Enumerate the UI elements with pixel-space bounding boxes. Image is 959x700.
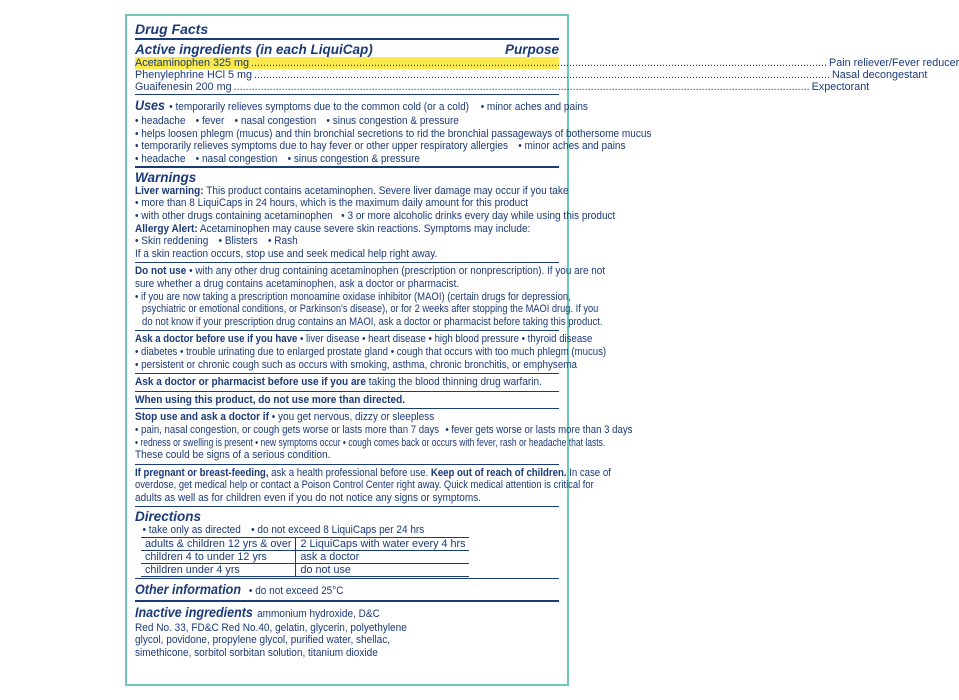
do-not-use-text: do not know if your prescription drug contains an MAOI, ask a doctor or pharmacist before taking this product. <box>142 315 603 328</box>
liver-item: • 3 or more alcoholic drinks every day while using this product <box>341 210 615 222</box>
drug-facts-title: Drug Facts <box>135 21 209 37</box>
stop-item: • fever gets worse or lasts more than 3 days <box>445 424 632 436</box>
directions-item: • do not exceed 8 LiquiCaps per 24 hrs <box>251 524 424 536</box>
ingredient-purpose: Pain reliever/Fever reducer <box>829 56 959 69</box>
uses-item: • helps loosen phlegm (mucus) and thin bronchial secretions to rid the bronchial passageways of bothersome mucus <box>135 128 651 140</box>
overdose-text: adults as well as for children even if you do not notice any signs or symptoms. <box>135 491 482 504</box>
uses-heading: Uses <box>135 98 166 113</box>
leader-dots <box>254 69 830 81</box>
divider <box>135 38 559 40</box>
when-using-label: When using this product, do not use more than directed. <box>135 393 406 406</box>
active-ingredients-list <box>135 56 959 93</box>
stop-item: • cough comes back or occurs with fever, rash or headache that lasts. <box>343 437 605 449</box>
directions-section <box>135 509 559 577</box>
uses-item: • minor aches and pains <box>481 101 588 113</box>
divider <box>135 330 559 331</box>
stop-end-text: These could be signs of a serious condition. <box>135 449 331 462</box>
ask-pharmacist-label: Ask a doctor or pharmacist before use if you are <box>135 376 367 389</box>
do-not-use-label: Do not use <box>135 265 187 278</box>
inactive-text: Red No. 33, FD&C Red No.40, gelatin, glycerin, polyethylene <box>135 621 407 634</box>
other-info-item: • do not exceed 25°C <box>249 585 344 597</box>
active-ingredient-row <box>135 68 928 81</box>
divider <box>135 408 559 409</box>
inactive-text: simethicone, sorbitol sorbitan solution, titanium dioxide <box>135 646 378 659</box>
allergy-item: • Blisters <box>219 235 258 247</box>
allergy-item: • Skin reddening <box>135 235 208 247</box>
leader-dots <box>251 57 827 69</box>
stop-item: • redness or swelling is present <box>135 437 253 449</box>
keep-out-label: Keep out of reach of children. <box>430 466 567 479</box>
dose-cell: 2 LiquiCaps with water every 4 hrs <box>296 537 470 550</box>
directions-row <box>141 537 469 550</box>
ask-item: • diabetes <box>135 346 177 358</box>
ask-item: • trouble urinating due to enlarged prostate gland <box>180 346 388 358</box>
active-ingredient-row <box>135 56 959 69</box>
allergy-alert-label: Allergy Alert: <box>135 222 198 235</box>
do-not-use-item: • if you are now taking a prescription monoamine oxidase inhibitor (MAOI) (certain drugs for depression, <box>135 291 571 303</box>
active-ingredient-row <box>135 80 870 93</box>
leader-dots <box>234 81 810 93</box>
uses-item: • minor aches and pains <box>518 140 625 152</box>
keep-out-text: In case of <box>569 466 611 479</box>
ingredient-name: Guaifenesin 200 mg <box>135 80 232 93</box>
ask-item: • cough that occurs with too much phlegm (mucus) <box>391 346 606 358</box>
liver-warning-label: Liver warning: <box>135 184 204 197</box>
ingredient-name: Acetaminophen 325 mg <box>135 56 250 69</box>
liver-item: • with other drugs containing acetaminophen <box>135 210 333 222</box>
stop-item: • you get nervous, dizzy or sleepless <box>272 411 435 423</box>
directions-item: • take only as directed <box>142 524 240 536</box>
directions-heading: Directions <box>135 509 202 525</box>
stop-item: • new symptoms occur <box>255 437 340 449</box>
warnings-heading: Warnings <box>135 169 197 185</box>
pregnant-label: If pregnant or breast-feeding, <box>135 466 269 479</box>
uses-section <box>135 97 652 165</box>
directions-row <box>141 550 469 563</box>
divider <box>135 166 559 168</box>
divider <box>135 600 559 602</box>
divider <box>135 373 559 374</box>
divider <box>135 506 559 508</box>
inactive-text: ammonium hydroxide, D&C <box>257 607 380 620</box>
pregnant-text: ask a health professional before use. <box>271 466 429 479</box>
directions-table <box>141 537 469 577</box>
allergy-end-text: If a skin reaction occurs, stop use and seek medical help right away. <box>135 247 438 260</box>
allergy-item: • Rash <box>268 235 298 247</box>
ask-item: • liver disease <box>300 333 359 345</box>
inactive-text: glycol, povidone, propylene glycol, purified water, shellac, <box>135 634 391 647</box>
liver-warning-text: This product contains acetaminophen. Severe liver damage may occur if you take <box>206 184 569 197</box>
uses-item: • fever <box>196 115 225 127</box>
age-group-cell: children under 4 yrs <box>141 563 296 576</box>
divider <box>135 262 559 263</box>
ask-doctor-label: Ask a doctor before use if you have <box>135 333 298 346</box>
divider <box>135 464 559 465</box>
stop-item: • pain, nasal congestion, or cough gets worse or lasts more than 7 days <box>135 424 439 436</box>
inactive-heading: Inactive ingredients <box>135 604 253 620</box>
inactive-section <box>135 604 559 660</box>
do-not-use-item: • with any other drug containing acetaminophen (prescription or nonprescription). If you are not <box>189 265 605 277</box>
uses-item: • headache <box>135 115 185 127</box>
uses-item: • sinus congestion & pressure <box>326 115 458 127</box>
drug-facts-panel <box>125 14 959 686</box>
do-not-use-text: psychiatric or emotional conditions, or Parkinson's disease), or for 2 weeks after stopping the MAOI drug. If you <box>141 303 599 316</box>
dose-cell: do not use <box>296 563 470 576</box>
liver-item: • more than 8 LiquiCaps in 24 hours, which is the maximum daily amount for this product <box>135 197 528 209</box>
ask-pharmacist-text: taking the blood thinning drug warfarin. <box>368 376 542 389</box>
purpose-heading: Purpose <box>504 41 559 57</box>
uses-item: • sinus congestion & pressure <box>288 153 420 165</box>
dose-cell: ask a doctor <box>296 550 470 563</box>
ingredient-purpose: Expectorant <box>811 80 870 93</box>
ask-item: • heart disease <box>362 333 426 345</box>
ingredient-name: Phenylephrine HCl 5 mg <box>135 68 253 81</box>
uses-item: • temporarily relieves symptoms due to the common cold (or a cold) <box>169 101 469 113</box>
uses-item: • temporarily relieves symptoms due to hay fever or other upper respiratory allergies <box>135 140 508 152</box>
allergy-alert-text: Acetaminophen may cause severe skin reactions. Symptoms may include: <box>199 222 531 235</box>
other-info-section <box>135 581 559 599</box>
ask-item: • persistent or chronic cough such as occurs with smoking, asthma, chronic bronchitis, or emphysema <box>135 359 577 371</box>
divider <box>135 391 559 392</box>
overdose-text: overdose, get medical help or contact a Poison Control Center right away. Quick medical attention is critical for <box>135 479 594 492</box>
directions-row <box>141 563 469 576</box>
uses-item: • nasal congestion <box>196 153 278 165</box>
active-heading: Active ingredients (in each LiquiCap) <box>135 41 373 57</box>
uses-item: • headache <box>135 153 185 165</box>
divider <box>135 578 559 580</box>
uses-item: • nasal congestion <box>235 115 317 127</box>
warnings-section <box>135 169 633 505</box>
ask-item: • thyroid disease <box>522 333 593 345</box>
stop-use-label: Stop use and ask a doctor if <box>135 411 269 424</box>
age-group-cell: children 4 to under 12 yrs <box>141 550 296 563</box>
other-info-heading: Other information <box>135 582 242 598</box>
active-header <box>135 42 559 57</box>
age-group-cell: adults & children 12 yrs & over <box>141 537 296 550</box>
divider <box>135 94 559 96</box>
ingredient-purpose: Nasal decongestant <box>831 68 928 81</box>
ask-item: • high blood pressure <box>429 333 519 345</box>
do-not-use-text: sure whether a drug contains acetaminophen, ask a doctor or pharmacist. <box>135 278 460 291</box>
